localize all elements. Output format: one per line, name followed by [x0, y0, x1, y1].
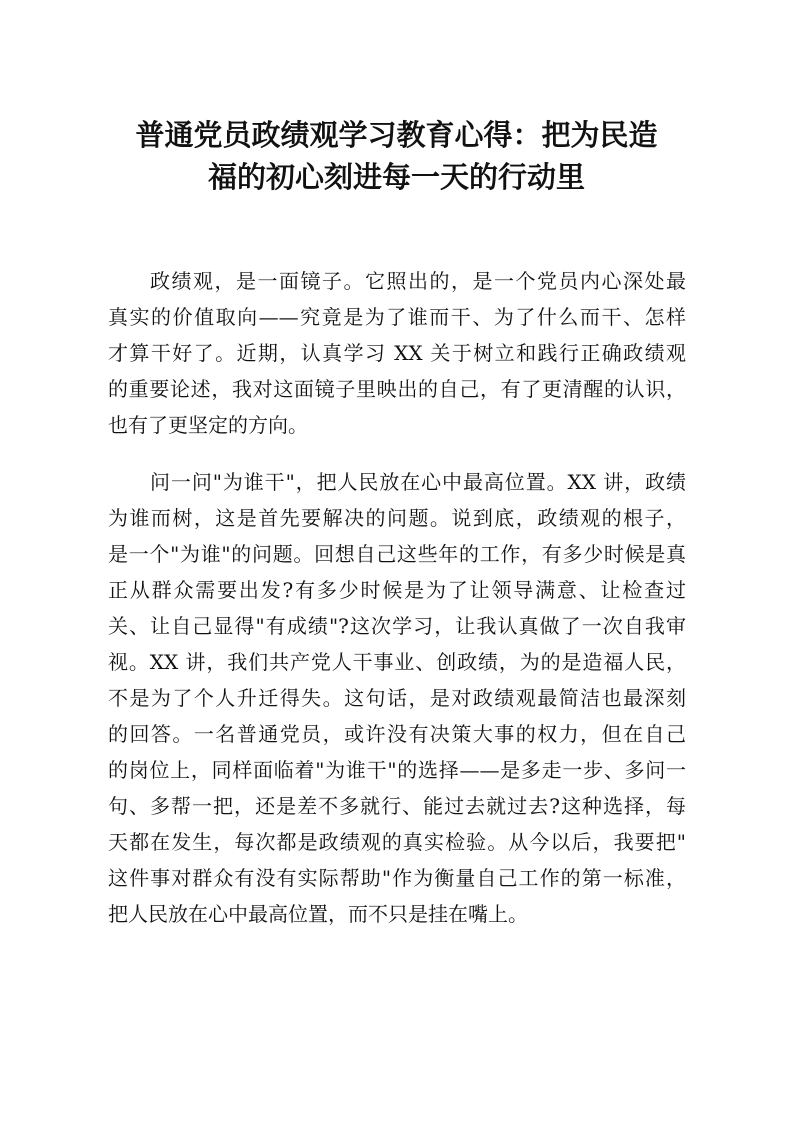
- text-line: 句、多帮一把，还是差不多就行、能过去就过去?这种选择，每: [108, 794, 686, 818]
- text-line: 这件事对群众有没有实际帮助"作为衡量自己工作的第一标准，: [108, 866, 686, 890]
- text-line: 的重要论述，我对这面镜子里映出的自己，有了更清醒的认识，: [108, 377, 686, 401]
- text-line: 的岗位上，同样面临着"为谁干"的选择——是多走一步、多问一: [108, 758, 686, 782]
- title-line: 福的初心刻进每一天的行动里: [207, 160, 585, 194]
- paragraph-2: [108, 464, 686, 932]
- text-line: 问一问"为谁干"，把人民放在心中最高位置。XX 讲，政绩: [150, 470, 686, 494]
- text-line: 天都在发生，每次都是政绩观的真实检验。从今以后，我要把": [108, 830, 686, 854]
- text-line: 把人民放在心中最高位置，而不只是挂在嘴上。: [108, 902, 528, 926]
- text-line: 不是为了个人升迁得失。这句话，是对政绩观最简洁也最深刻: [108, 686, 686, 710]
- text-line: 也有了更坚定的方向。: [108, 413, 308, 437]
- document-title: [90, 114, 703, 198]
- text-line: 正从群众需要出发?有多少时候是为了让领导满意、让检查过: [108, 578, 686, 602]
- text-line: 政绩观，是一面镜子。它照出的，是一个党员内心深处最: [150, 269, 686, 293]
- paragraph-1: [108, 263, 686, 443]
- text-line: 为谁而树，这是首先要解决的问题。说到底，政绩观的根子，: [108, 506, 686, 530]
- title-line: 普通党员政绩观学习教育心得：把为民造: [135, 118, 658, 152]
- text-line: 关、让自己显得"有成绩"?这次学习，让我认真做了一次自我审: [108, 614, 686, 638]
- text-line: 才算干好了。近期，认真学习 XX 关于树立和践行正确政绩观: [108, 341, 686, 365]
- text-line: 是一个"为谁"的问题。回想自己这些年的工作，有多少时候是真: [108, 542, 686, 566]
- text-line: 真实的价值取向——究竟是为了谁而干、为了什么而干、怎样: [108, 305, 686, 329]
- text-line: 的回答。一名普通党员，或许没有决策大事的权力，但在自己: [108, 722, 686, 746]
- text-line: 视。XX 讲，我们共产党人干事业、创政绩，为的是造福人民，: [108, 650, 686, 674]
